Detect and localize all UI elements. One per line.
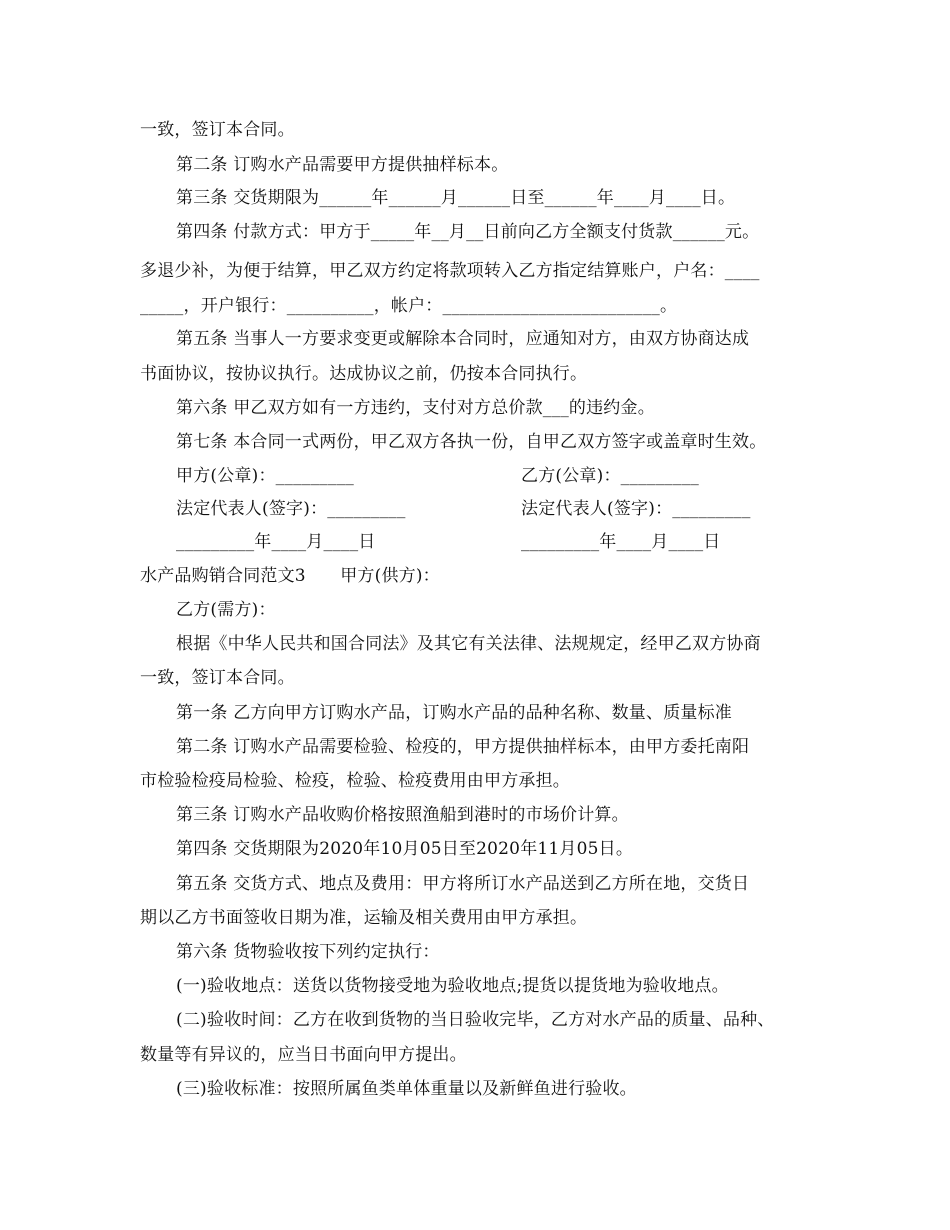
clause-3: 第三条 交货期限为______年______月______日至______年____月____日。: [176, 188, 736, 208]
text-line: _____，开户银行：__________，帐户：_________________________。: [140, 296, 678, 316]
clause-4: 第四条 付款方式：甲方于_____年__月__日前向乙方全额支付货款______元。: [176, 222, 760, 242]
party-b-representative: 法定代表人(签字)：_________: [521, 499, 751, 519]
party-b-date: _________年____月____日: [521, 532, 721, 552]
text-line: 一致，签订本合同。: [140, 120, 295, 140]
inspection-standard: (三)验收标准：按照所属鱼类单体重量以及新鲜鱼进行验收。: [176, 1079, 637, 1099]
inspection-location: (一)验收地点：送货以货物接受地为验收地点;提货以提货地为验收地点。: [176, 976, 729, 996]
party-a-date: _________年____月____日: [176, 532, 376, 552]
text-line: 市检验检疫局检验、检疫，检验、检疫费用由甲方承担。: [140, 771, 570, 791]
clause-5: 第五条 当事人一方要求变更或解除本合同时，应通知对方，由双方协商达成: [176, 329, 750, 349]
clause-2: 第二条 订购水产品需要检验、检疫的，甲方提供抽样标本，由甲方委托南阳: [176, 737, 750, 757]
text-line: 一致，签订本合同。: [140, 668, 295, 688]
section-title: 水产品购销合同范文3 甲方(供方)：: [140, 566, 440, 586]
clause-3: 第三条 订购水产品收购价格按照渔船到港时的市场价计算。: [176, 805, 629, 825]
clause-5: 第五条 交货方式、地点及费用：甲方将所订水产品送到乙方所在地，交货日: [176, 874, 750, 894]
party-b-seal: 乙方(公章)：_________: [521, 466, 699, 486]
preamble: 根据《中华人民共和国合同法》及其它有关法律、法规规定，经甲乙双方协商: [176, 634, 761, 654]
clause-1: 第一条 乙方向甲方订购水产品，订购水产品的品种名称、数量、质量标准: [176, 703, 733, 723]
clause-4: 第四条 交货期限为2020年10月05日至2020年11月05日。: [176, 839, 634, 859]
text-line: 多退少补，为便于结算，甲乙双方约定将款项转入乙方指定结算账户，户名：____: [140, 261, 760, 281]
text-line: 数量等有异议的，应当日书面向甲方提出。: [140, 1045, 467, 1065]
inspection-time: (二)验收时间：乙方在收到货物的当日验收完毕，乙方对水产品的质量、品种、: [176, 1010, 775, 1030]
text-line: 期以乙方书面签收日期为准，运输及相关费用由甲方承担。: [140, 908, 588, 928]
text-line: 书面协议，按协议执行。达成协议之前，仍按本合同执行。: [140, 364, 588, 384]
party-a-representative: 法定代表人(签字)：_________: [176, 499, 406, 519]
clause-2: 第二条 订购水产品需要甲方提供抽样标本。: [176, 155, 509, 175]
clause-7: 第七条 本合同一式两份，甲乙双方各执一份，自甲乙双方签字或盖章时生效。: [176, 432, 767, 452]
party-b-buyer: 乙方(需方)：: [176, 600, 276, 620]
clause-6: 第六条 甲乙双方如有一方违约，支付对方总价款___的违约金。: [176, 398, 655, 418]
clause-6: 第六条 货物验收按下列约定执行：: [176, 942, 440, 962]
party-a-seal: 甲方(公章)：_________: [176, 466, 354, 486]
